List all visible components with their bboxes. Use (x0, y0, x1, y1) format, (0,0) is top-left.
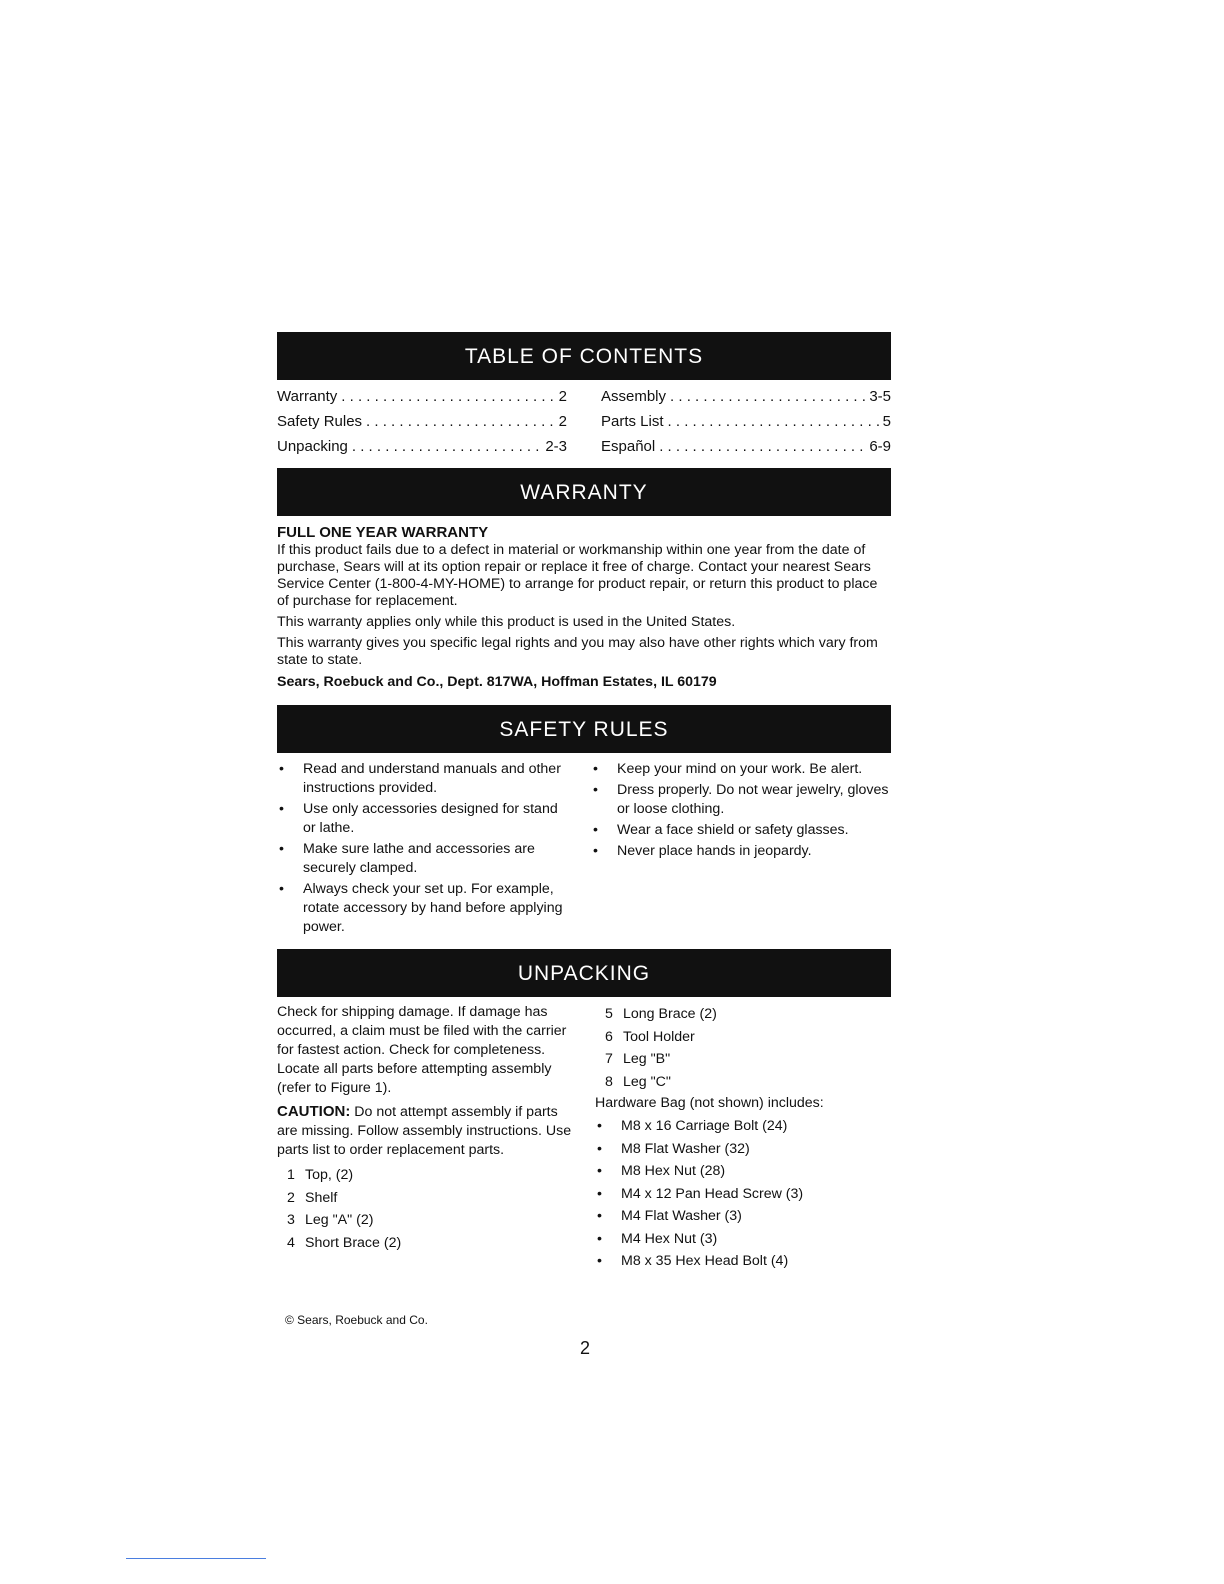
unpacking-section (277, 1003, 891, 1273)
toc-entry (277, 434, 567, 459)
hardware-item: • M4 Hex Nut (3) (595, 1228, 891, 1251)
hardware-item: • M8 x 35 Hex Head Bolt (4) (595, 1250, 891, 1273)
safety-rule: • Never place hands in jeopardy. (591, 842, 891, 861)
toc-entry-label: Español (601, 438, 656, 455)
toc-entry (277, 384, 567, 409)
safety-rule: • Use only accessories designed for stand or lathe. (277, 800, 572, 838)
part-item (595, 1003, 891, 1026)
toc-entry (277, 409, 567, 434)
part-name: Long Brace (2) (623, 1006, 717, 1022)
toc (277, 384, 891, 459)
safety-rule: • Always check your set up. For example, rotate accessory by hand before applying power. (277, 880, 572, 937)
toc-entry-label: Assembly (601, 388, 667, 405)
part-name: Short Brace (2) (305, 1234, 402, 1251)
toc-leader (352, 434, 541, 459)
toc-entry-page: 2 (558, 388, 567, 405)
toc-left-column (277, 384, 567, 459)
warranty-title: FULL ONE YEAR WARRANTY (277, 524, 489, 541)
hardware-heading: Hardware Bag (not shown) includes: (595, 1095, 824, 1111)
safety-rule: • Wear a face shield or safety glasses. (591, 821, 891, 840)
part-item (277, 1164, 575, 1187)
toc-right-column (601, 384, 891, 459)
toc-entry-page: 3-5 (869, 388, 891, 405)
toc-leader (668, 409, 879, 434)
safety-list-right (591, 760, 891, 939)
hardware-item: • M8 Flat Washer (32) (595, 1138, 891, 1161)
part-item (277, 1232, 575, 1255)
toc-leader (366, 409, 555, 434)
unpacking-caution (277, 1102, 575, 1160)
part-item (595, 1048, 891, 1071)
parts-list-right (595, 1003, 891, 1093)
caution-label: CAUTION: (277, 1103, 351, 1120)
toc-entry-label: Warranty (277, 388, 338, 405)
part-item (277, 1209, 575, 1232)
hardware-item: • M4 Flat Washer (3) (595, 1205, 891, 1228)
toc-entry (601, 409, 891, 434)
page-number: 2 (580, 1338, 591, 1358)
safety-rule: • Keep your mind on your work. Be alert. (591, 760, 891, 779)
unpacking-intro: Check for shipping damage. If damage has occurred, a claim must be filed with the carrier for fastest action. Check for completeness. Locate all parts before attempting assembly (refer to Figure 1). (277, 1004, 567, 1096)
unpacking-heading-bar: UNPACKING (277, 949, 891, 997)
toc-heading-bar: TABLE OF CONTENTS (277, 332, 891, 380)
unpacking-left-column (277, 1003, 575, 1273)
warranty-paragraph: This warranty applies only while this product is used in the United States. (277, 614, 736, 630)
safety-rule: • Read and understand manuals and other instructions provided. (277, 760, 572, 798)
toc-entry-page: 2 (558, 413, 567, 430)
toc-leader (341, 384, 554, 409)
toc-entry-label: Unpacking (277, 438, 348, 455)
copyright-notice: © Sears, Roebuck and Co. (285, 1313, 428, 1327)
part-number: 6 (605, 1028, 613, 1045)
toc-entry-label: Safety Rules (277, 413, 363, 430)
hardware-item: • M8 Hex Nut (28) (595, 1160, 891, 1183)
hardware-item: • M4 x 12 Pan Head Screw (3) (595, 1183, 891, 1206)
part-number: 3 (287, 1212, 295, 1228)
hardware-list (595, 1115, 891, 1273)
toc-entry-label: Parts List (601, 413, 664, 430)
part-name: Leg "B" (623, 1051, 671, 1067)
toc-leader (659, 434, 865, 459)
toc-entry-page: 6-9 (869, 438, 891, 455)
toc-leader (670, 384, 865, 409)
warranty-heading-bar: WARRANTY (277, 468, 891, 516)
part-number: 4 (287, 1234, 295, 1251)
part-name: Tool Holder (623, 1028, 695, 1045)
warranty-paragraph: If this product fails due to a defect in material or workmanship within one year from the date of purchase, Sears will at its option repair or replace it free of charge. Contact your nearest Sears Service Center (1-800-4-MY-HOME) to arrange for product repair, or return this product to place of purchase for replacement. (277, 542, 878, 609)
part-item (277, 1187, 575, 1210)
toc-entry (601, 434, 891, 459)
parts-list-left (277, 1164, 575, 1254)
part-name: Leg "A" (2) (305, 1212, 374, 1228)
safety-rules (277, 760, 891, 939)
part-name: Leg "C" (623, 1073, 671, 1090)
safety-list-left (277, 760, 572, 939)
toc-entry (601, 384, 891, 409)
part-name: Top, (2) (305, 1167, 354, 1183)
safety-rule: • Make sure lathe and accessories are securely clamped. (277, 840, 572, 878)
hardware-item: • M8 x 16 Carriage Bolt (24) (595, 1115, 891, 1138)
unpacking-right-column (595, 1003, 891, 1273)
caution-text: Do not attempt assembly if parts are missing. Follow assembly instructions. Use parts list to order replacement parts. (277, 1104, 572, 1158)
part-number: 8 (605, 1073, 613, 1090)
part-item (595, 1026, 891, 1049)
part-number: 2 (287, 1189, 295, 1206)
warranty-paragraph: This warranty gives you specific legal rights and you may also have other rights which vary from state to state. (277, 635, 878, 668)
part-name: Shelf (305, 1189, 338, 1206)
toc-entry-page: 5 (882, 413, 891, 430)
manual-page (277, 332, 891, 1273)
safety-heading-bar: SAFETY RULES (277, 705, 891, 753)
safety-rule: • Dress properly. Do not wear jewelry, gloves or loose clothing. (591, 781, 891, 819)
toc-entry-page: 2-3 (545, 438, 567, 455)
page-edge-line (126, 1558, 266, 1559)
warranty-address: Sears, Roebuck and Co., Dept. 817WA, Hoffman Estates, IL 60179 (277, 674, 717, 690)
part-number: 5 (605, 1006, 613, 1022)
part-number: 7 (605, 1051, 613, 1067)
part-item (595, 1071, 891, 1094)
part-number: 1 (287, 1167, 295, 1183)
